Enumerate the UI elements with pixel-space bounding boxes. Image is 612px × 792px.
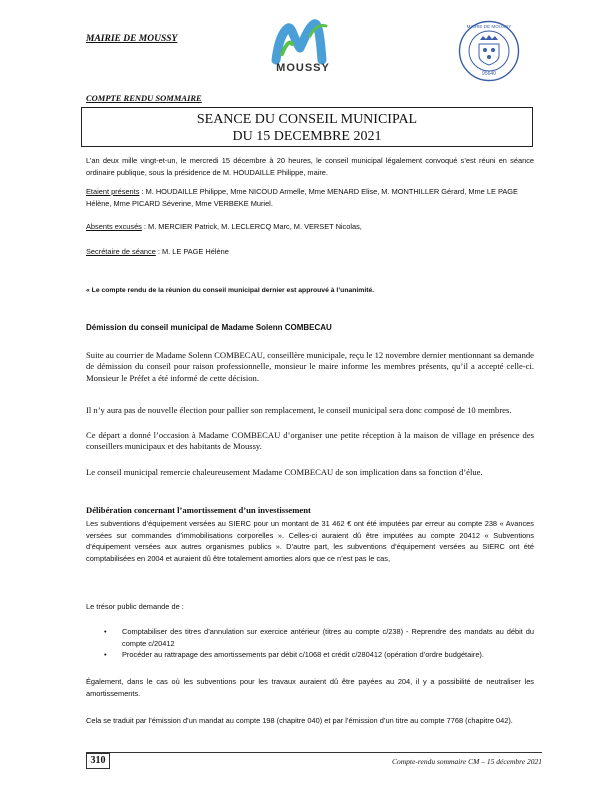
title-line-2: DU 15 DECEMBRE 2021 bbox=[232, 129, 382, 144]
section-2-paragraph-3: Également, dans le cas où les subventions pour les travaux auraient dû être payées au 204, il y a possibilité de neutraliser les amortissements. bbox=[86, 677, 534, 698]
approval-statement: « Le compte rendu de la réunion du conseil municipal dernier est approuvé à l’unanimité. bbox=[86, 287, 375, 294]
page-number: 310 bbox=[86, 753, 110, 769]
secretaire-label: Secrétaire de séance bbox=[86, 247, 156, 256]
mairie-header: MAIRIE DE MOUSSY bbox=[86, 34, 178, 44]
absents-text: : M. MERCIER Patrick, M. LECLERCQ Marc, M. VERSET Nicolas, bbox=[141, 222, 362, 231]
section-1-heading: Démission du conseil municipal de Madame Solenn COMBECAU bbox=[86, 323, 332, 332]
list-item: • Comptabiliser des titres d’annulation sur exercice antérieur (titres au compte c/238) - Reprendre des mandats au débit du compte c/20412 bbox=[86, 626, 534, 649]
footer-caption: Compte-rendu sommaire CM – 15 décembre 2021 bbox=[392, 757, 542, 766]
section-1-paragraph-1: Suite au courrier de Madame Solenn COMBECAU, conseillère municipale, reçu le 12 novembre dernier mentionnant sa demande de démission du conseil pour raison professionnelle, monsieur le maire informe les membres présents, qu’il a accepté celle-ci. Monsieur le Préfet a été informé de cette décision. bbox=[86, 350, 534, 383]
section-2-heading: Délibération concernant l’amortissement d’un investissement bbox=[86, 505, 311, 515]
seal-top-text: MAIRIE DE MOUSSY bbox=[466, 24, 512, 29]
moussy-logo bbox=[262, 14, 342, 80]
list-item: • Procéder au rattrapage des amortissements par débit c/1068 et crédit c/280412 (opération d’ordre budgétaire). bbox=[86, 649, 534, 661]
intro-paragraph: L’an deux mille vingt-et-un, le mercredi 15 décembre à 20 heures, le conseil municipal légalement convoqué s’est réuni en séance ordinaire publique, sous la présidence de M. HOUDAILLE Philippe, maire. bbox=[86, 156, 534, 177]
logo-text: MOUSSY bbox=[276, 62, 330, 74]
secretaire-text: : M. LE PAGE Hélène bbox=[155, 247, 229, 256]
session-title-box bbox=[81, 107, 533, 147]
section-1-paragraph-2: Il n’y aura pas de nouvelle élection pour pallier son remplacement, le conseil municipal sera donc composé de 10 membres. bbox=[86, 405, 512, 415]
municipal-seal bbox=[458, 20, 520, 82]
title-line-1: SEANCE DU CONSEIL MUNICIPAL bbox=[196, 112, 418, 127]
section-2-paragraph-2: Le trésor public demande de : bbox=[86, 602, 184, 611]
section-1-paragraph-4: Le conseil municipal remercie chaleureusement Madame COMBECAU de son implication dans sa fonction d’élue. bbox=[86, 467, 483, 477]
section-2-paragraph-1: Les subventions d’équipement versées au SIERC pour un montant de 31 462 € ont été imputées par erreur au compte 238 « Avances versées sur commandes d’immobilisations corporelles ». Celles-ci auraient dû être imputées au compte 20412 « Subventions d’équipement versées aux autres organismes publics ». D’autre part, les subventions d’équipement versées au SIERC ont été comptabilisées en 2004 et auraient dû être totalement amorties alors que ce n’est pas le cas, bbox=[86, 519, 534, 563]
seal-bottom-text: 95640 bbox=[482, 71, 496, 77]
presents-paragraph bbox=[86, 186, 534, 209]
presents-label: Etaient présents bbox=[86, 187, 140, 196]
section-2-bullet-list bbox=[86, 626, 534, 661]
footer-divider bbox=[86, 752, 542, 753]
presents-text: : M. HOUDAILLE Philippe, Mme NICOUD Armelle, Mme MENARD Elise, M. MONTHILLER Gérard, Mme LE PAGE Hélène, Mme PICARD Séverine, Mme VERBEKE Muriel. bbox=[86, 187, 518, 208]
secretaire-paragraph bbox=[86, 246, 534, 258]
absents-paragraph bbox=[86, 221, 534, 233]
section-1-paragraph-3: Ce départ a donné l’occasion à Madame COMBECAU d’organiser une petite réception à la maison de village en présence des conseillers municipaux et des habitants de Moussy. bbox=[86, 430, 534, 452]
compte-rendu-label: COMPTE RENDU SOMMAIRE bbox=[86, 93, 202, 103]
section-2-paragraph-4: Cela se traduit par l’émission d’un mandat au compte 198 (chapitre 040) et par l’émission d’un titre au compte 7768 (chapitre 042). bbox=[86, 716, 513, 725]
absents-label: Absents excusés bbox=[86, 222, 142, 231]
